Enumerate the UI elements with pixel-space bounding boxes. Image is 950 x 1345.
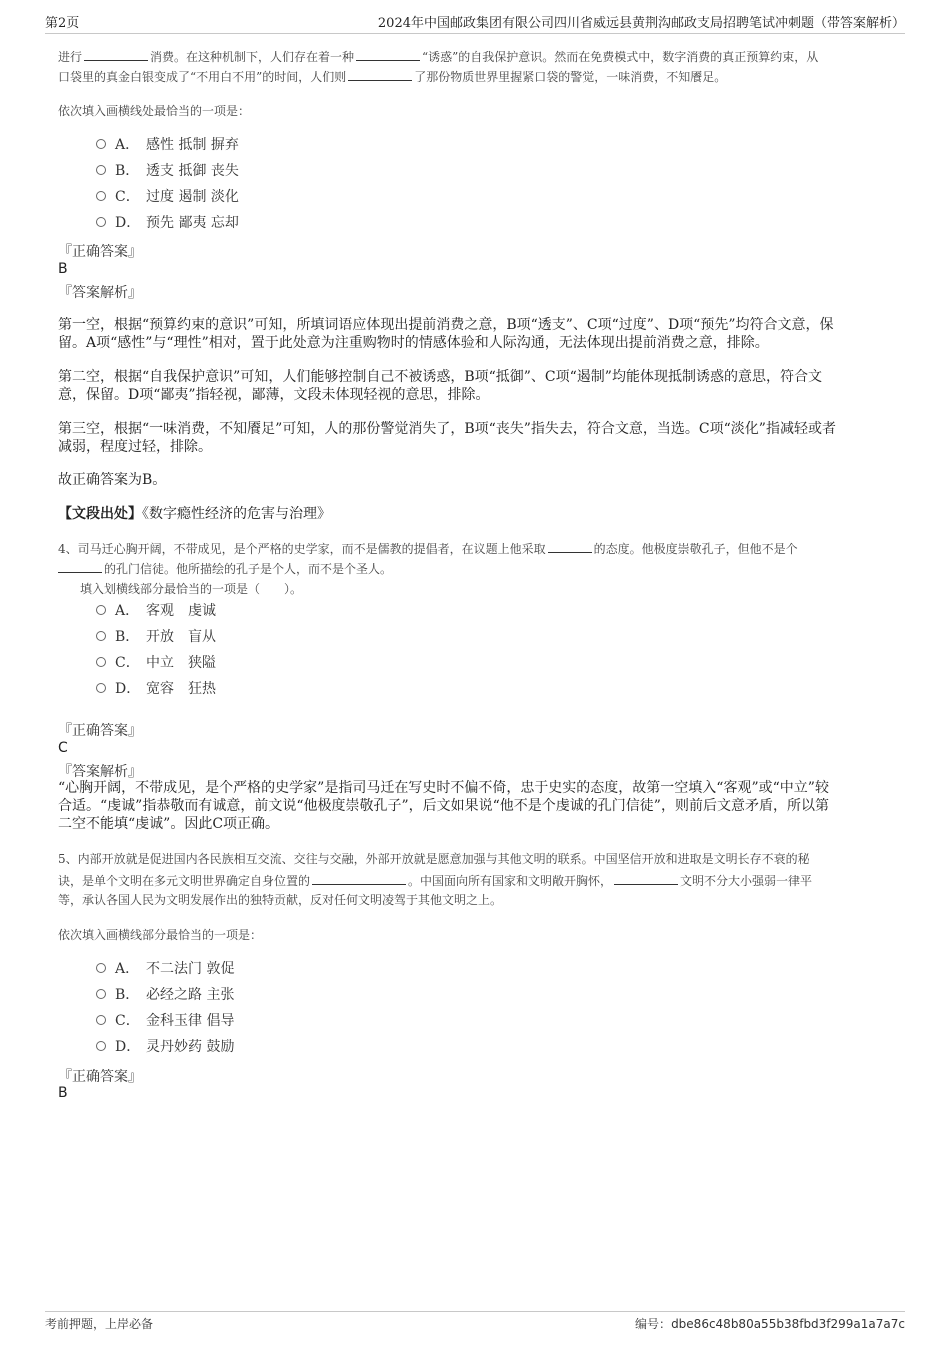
q5-option-d[interactable] — [96, 1037, 234, 1057]
q3-stem-line1 — [58, 46, 818, 68]
option-text: 预先 鄙夷 忘却 — [146, 215, 239, 231]
option-text: 感性 抵制 摒弃 — [146, 137, 239, 153]
option-text: 灵丹妙药 鼓励 — [146, 1039, 235, 1055]
radio-button[interactable] — [96, 989, 106, 999]
q3-analysis-para3-l1: 第三空，根据“一味消费，不知餍足”可知，人的那份警觉消失了，B项“丧失”指失去，符合文意，当选。C项“淡化”指减轻或者 — [58, 421, 836, 437]
q5-answer: B — [58, 1085, 68, 1101]
option-letter: C． — [115, 1013, 140, 1029]
option-text: 客观 虔诚 — [146, 603, 216, 619]
q4-option-c[interactable] — [96, 653, 216, 673]
q3-analysis-label: 『答案解析』 — [58, 285, 142, 301]
q5-stem-text: 诀，是单个文明在多元文明世界确定自身位置的 — [58, 874, 311, 888]
source-text: 《数字瘾性经济的危害与治理》 — [142, 506, 331, 522]
q3-analysis-para3-l2: 减弱，程度过轻，排除。 — [58, 439, 212, 455]
blank-line — [356, 46, 420, 61]
q4-analysis-l2: 合适。“虔诚”指恭敬而有诚意，前文说“他极度崇敬孔子”，后文如果说“他不是个虔诚的孔门信徒”，则前后文意矛盾，所以第 — [58, 798, 829, 814]
option-letter: D． — [115, 1039, 141, 1055]
blank-line — [312, 870, 406, 885]
radio-button[interactable] — [96, 139, 106, 149]
radio-button[interactable] — [96, 963, 106, 973]
option-text: 金科玉律 倡导 — [146, 1013, 235, 1029]
blank-line — [84, 46, 148, 61]
option-text: 中立 狭隘 — [146, 655, 216, 671]
q3-stem-text: “诱惑”的自我保护意识。然而在免费模式中，数字消费的真正预算约束，从 — [422, 50, 819, 64]
radio-button[interactable] — [96, 657, 106, 667]
page-number: 第2页 — [45, 16, 80, 31]
q3-analysis-para2-l2: 意，保留。D项“鄙夷”指轻视，鄙薄，文段未体现轻视的意思，排除。 — [58, 387, 490, 403]
q4-stem-line1 — [58, 538, 798, 560]
q5-stem-text: 。中国面向所有国家和文明敞开胸怀， — [408, 874, 613, 888]
option-text: 宽容 狂热 — [146, 681, 216, 697]
q3-analysis-para1-l1: 第一空，根据“预算约束的意识”可知，所填词语应体现出提前消费之意，B项“透支”、C项“过度”、D项“预先”均符合文意，保 — [58, 317, 834, 333]
header-divider — [45, 33, 905, 34]
q5-option-c[interactable] — [96, 1011, 234, 1031]
q3-option-d[interactable] — [96, 213, 239, 233]
q4-analysis-l1: “心胸开阔，不带成见，是个严格的史学家”是指司马迁在写史时不偏不倚，忠于史实的态度，故第一空填入“客观”或“中立”较 — [58, 780, 829, 796]
q5-stem-line1: 5、内部开放就是促进国内各民族相互交流、交往与交融，外部开放就是愿意加强与其他文明的联系。中国坚信开放和进取是文明长存不衰的秘 — [58, 852, 810, 866]
q5-option-a[interactable] — [96, 959, 234, 979]
radio-button[interactable] — [96, 165, 106, 175]
serial-number: dbe86c48b80a55b38fbd3f299a1a7a7c — [671, 1317, 905, 1331]
q3-answer: B — [58, 261, 68, 277]
q4-stem-text: 的孔门信徒。他所描绘的孔子是个人，而不是个圣人。 — [104, 562, 393, 576]
radio-button[interactable] — [96, 631, 106, 641]
footer-divider — [45, 1311, 905, 1312]
option-letter: A． — [115, 137, 140, 153]
footer-serial — [635, 1315, 905, 1332]
option-text: 必经之路 主张 — [146, 987, 235, 1003]
q3-analysis-para1-l2: 留。A项“感性”与“理性”相对，置于此处意为注重购物时的情感体验和人际沟通，无法体现出提前消费之意，排除。 — [58, 335, 769, 351]
blank-line — [614, 870, 678, 885]
option-letter: D． — [115, 215, 141, 231]
q3-conclusion: 故正确答案为B。 — [58, 472, 167, 488]
q4-option-a[interactable] — [96, 601, 216, 621]
q5-stem-line2 — [58, 870, 812, 892]
q4-stem-text: 的态度。他极度崇敬孔子，但他不是个 — [593, 542, 798, 556]
q3-option-b[interactable] — [96, 161, 239, 181]
q5-answer-label: 『正确答案』 — [58, 1069, 142, 1085]
option-letter: C． — [115, 189, 140, 205]
q3-stem-line2 — [58, 66, 726, 88]
q4-stem-line2 — [58, 558, 392, 580]
option-letter: B． — [115, 163, 140, 179]
radio-button[interactable] — [96, 683, 106, 693]
q4-stem-text: 4、司马迁心胸开阔，不带成见，是个严格的史学家，而不是儒教的提倡者，在议题上他采取 — [58, 542, 546, 556]
q5-prompt: 依次填入画横线部分最恰当的一项是： — [58, 928, 263, 942]
q4-analysis-label: 『答案解析』 — [58, 764, 142, 780]
blank-line — [548, 538, 592, 553]
q4-answer: C — [58, 740, 68, 756]
radio-button[interactable] — [96, 1015, 106, 1025]
option-text: 过度 遏制 淡化 — [146, 189, 239, 205]
blank-line — [348, 66, 412, 81]
radio-button[interactable] — [96, 605, 106, 615]
blank-line — [58, 558, 102, 573]
option-letter: B． — [115, 987, 140, 1003]
q3-answer-label: 『正确答案』 — [58, 244, 142, 260]
radio-button[interactable] — [96, 217, 106, 227]
q3-option-a[interactable] — [96, 135, 239, 155]
q3-stem-text: 了那份物质世界里握紧口袋的警觉，一味消费，不知餍足。 — [414, 70, 727, 84]
q3-source — [58, 505, 331, 524]
footer-slogan: 考前押题，上岸必备 — [45, 1317, 154, 1331]
q5-stem-line3: 等，承认各国人民为文明发展作出的独特贡献，反对任何文明凌驾于其他文明之上。 — [58, 893, 503, 907]
q3-stem-text: 进行 — [58, 50, 83, 64]
document-title: 2024年中国邮政集团有限公司四川省威远县黄荆沟邮政支局招聘笔试冲刺题（带答案解析） — [377, 16, 905, 31]
option-text: 开放 盲从 — [146, 629, 216, 645]
option-text: 透支 抵御 丧失 — [146, 163, 239, 179]
q3-analysis-para2-l1: 第二空，根据“自我保护意识”可知，人们能够控制自己不被诱惑，B项“抵御”、C项“遏制”均能体现抵制诱惑的意思，符合文 — [58, 369, 822, 385]
option-letter: D． — [115, 681, 141, 697]
source-label: 【文段出处】 — [58, 506, 142, 522]
serial-label: 编号： — [635, 1317, 672, 1331]
q5-stem-text: 文明不分大小强弱一律平 — [680, 874, 813, 888]
q3-option-c[interactable] — [96, 187, 239, 207]
radio-button[interactable] — [96, 1041, 106, 1051]
q4-analysis-l3: 二空不能填“虔诚”。因此C项正确。 — [58, 816, 280, 832]
q3-stem-text: 口袋里的真金白银变成了“不用白不用”的时间，人们则 — [58, 70, 347, 84]
q4-option-d[interactable] — [96, 679, 216, 699]
option-letter: C． — [115, 655, 140, 671]
option-text: 不二法门 敦促 — [146, 961, 235, 977]
q4-prompt: 填入划横线部分最恰当的一项是（ ）。 — [80, 582, 303, 596]
q4-answer-label: 『正确答案』 — [58, 723, 142, 739]
q3-stem-text: 消费。在这种机制下，人们存在着一种 — [150, 50, 355, 64]
q3-prompt: 依次填入画横线处最恰当的一项是： — [58, 104, 251, 118]
q5-option-b[interactable] — [96, 985, 234, 1005]
option-letter: B． — [115, 629, 140, 645]
q4-option-b[interactable] — [96, 627, 216, 647]
option-letter: A． — [115, 603, 140, 619]
radio-button[interactable] — [96, 191, 106, 201]
option-letter: A． — [115, 961, 140, 977]
